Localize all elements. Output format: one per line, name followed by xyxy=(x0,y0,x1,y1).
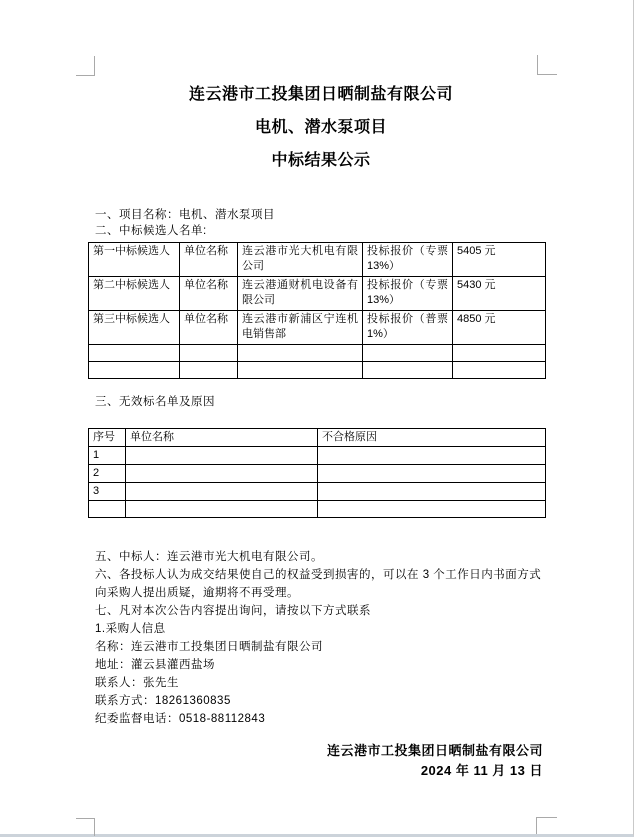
empty-cell xyxy=(180,362,238,379)
candidate-rank-cell: 第一中标候选人 xyxy=(89,243,180,277)
empty-cell xyxy=(180,345,238,362)
signature-date: 2024 年 11 月 13 日 xyxy=(420,762,543,778)
document-title-heading: 中标结果公示 xyxy=(271,152,371,169)
signature-block xyxy=(95,741,547,781)
fail-reason-cell xyxy=(318,500,546,517)
notes-block xyxy=(95,548,547,728)
bid-price-label-cell: 投标报价（专票13%） xyxy=(363,277,453,311)
document-title-company: 连云港市工投集团日晒制盐有限公司 xyxy=(188,86,453,103)
serial-number-cell: 2 xyxy=(89,464,126,482)
section-1-project-name: 一、项目名称：电机、潜水泵项目 xyxy=(95,209,275,221)
candidate-rank-cell: 第三中标候选人 xyxy=(89,311,180,345)
table-row xyxy=(89,464,546,482)
contact-phone: 联系方式：18261360835 xyxy=(95,694,231,707)
section-2-candidates-heading: 二、中标候选人名单: xyxy=(95,224,207,237)
invalid-bids-table xyxy=(88,428,546,518)
empty-cell xyxy=(453,345,546,362)
section-6-objection-notice: 六、各投标人认为成交结果使自己的权益受到损害的，可以在 3 个工作日内书面方式向采购人提出质疑，逾期将不再受理。 xyxy=(95,568,542,599)
serial-number-cell xyxy=(89,500,126,517)
company-name-cell: 连云港通财机电设备有限公司 xyxy=(238,277,363,311)
table-row xyxy=(89,243,546,277)
company-name-cell: 连云港市新浦区宁连机电销售部 xyxy=(238,311,363,345)
fail-reason-cell xyxy=(318,482,546,500)
section-5-winner: 五、中标人：连云港市光大机电有限公司。 xyxy=(95,550,323,563)
unit-name-label-cell: 单位名称 xyxy=(180,243,238,277)
bid-price-cell: 4850 元 xyxy=(453,311,546,345)
unit-name-cell xyxy=(126,482,318,500)
bid-price-label-cell: 投标报价（专票13%） xyxy=(363,243,453,277)
candidate-rank-cell: 第二中标候选人 xyxy=(89,277,180,311)
bid-price-cell: 5405 元 xyxy=(453,243,546,277)
bid-price-cell: 5430 元 xyxy=(453,277,546,311)
empty-cell xyxy=(453,362,546,379)
table-row xyxy=(89,345,546,362)
empty-cell xyxy=(89,345,180,362)
fail-reason-cell xyxy=(318,446,546,464)
table-header-row xyxy=(89,428,546,446)
fail-reason-cell xyxy=(318,464,546,482)
serial-number-cell: 3 xyxy=(89,482,126,500)
empty-cell xyxy=(89,362,180,379)
company-name-cell: 连云港市光大机电有限公司 xyxy=(238,243,363,277)
margin-crop-mark-bottom-left xyxy=(76,818,95,836)
unit-name-header: 单位名称 xyxy=(126,428,318,446)
unit-name-label-cell: 单位名称 xyxy=(180,277,238,311)
empty-cell xyxy=(238,345,363,362)
candidates-table xyxy=(88,242,546,379)
section-7-contact-notice: 七、凡对本次公告内容提出询问，请按以下方式联系 xyxy=(95,604,371,617)
fail-reason-header: 不合格原因 xyxy=(318,428,546,446)
empty-cell xyxy=(363,345,453,362)
purchaser-address: 地址：灌云县灌西盐场 xyxy=(95,658,215,671)
section-3-invalid-bids-heading: 三、无效标名单及原因 xyxy=(95,396,215,408)
bid-price-label-cell: 投标报价（普票1%） xyxy=(363,311,453,345)
table-row xyxy=(89,446,546,464)
serial-number-cell: 1 xyxy=(89,446,126,464)
table-row xyxy=(89,362,546,379)
margin-crop-mark-top-left xyxy=(76,56,95,76)
table-row xyxy=(89,311,546,345)
unit-name-label-cell: 单位名称 xyxy=(180,311,238,345)
document-content xyxy=(95,76,547,781)
table-row xyxy=(89,500,546,517)
supervision-phone: 纪委监督电话：0518-88112843 xyxy=(95,712,266,725)
table-row xyxy=(89,482,546,500)
empty-cell xyxy=(238,362,363,379)
serial-number-header: 序号 xyxy=(89,428,126,446)
signature-company: 连云港市工投集团日晒制盐有限公司 xyxy=(326,742,543,758)
margin-crop-mark-bottom-right xyxy=(536,817,557,834)
unit-name-cell xyxy=(126,500,318,517)
unit-name-cell xyxy=(126,464,318,482)
title-block xyxy=(95,78,547,177)
margin-crop-mark-top-right xyxy=(537,55,557,75)
document-title-project: 电机、潜水泵项目 xyxy=(254,119,387,136)
unit-name-cell xyxy=(126,446,318,464)
contact-person: 联系人：张先生 xyxy=(95,676,179,689)
purchaser-info-heading: 1.采购人信息 xyxy=(95,622,166,635)
empty-cell xyxy=(363,362,453,379)
purchaser-name: 名称：连云港市工投集团日晒制盐有限公司 xyxy=(95,640,323,653)
table-row xyxy=(89,277,546,311)
